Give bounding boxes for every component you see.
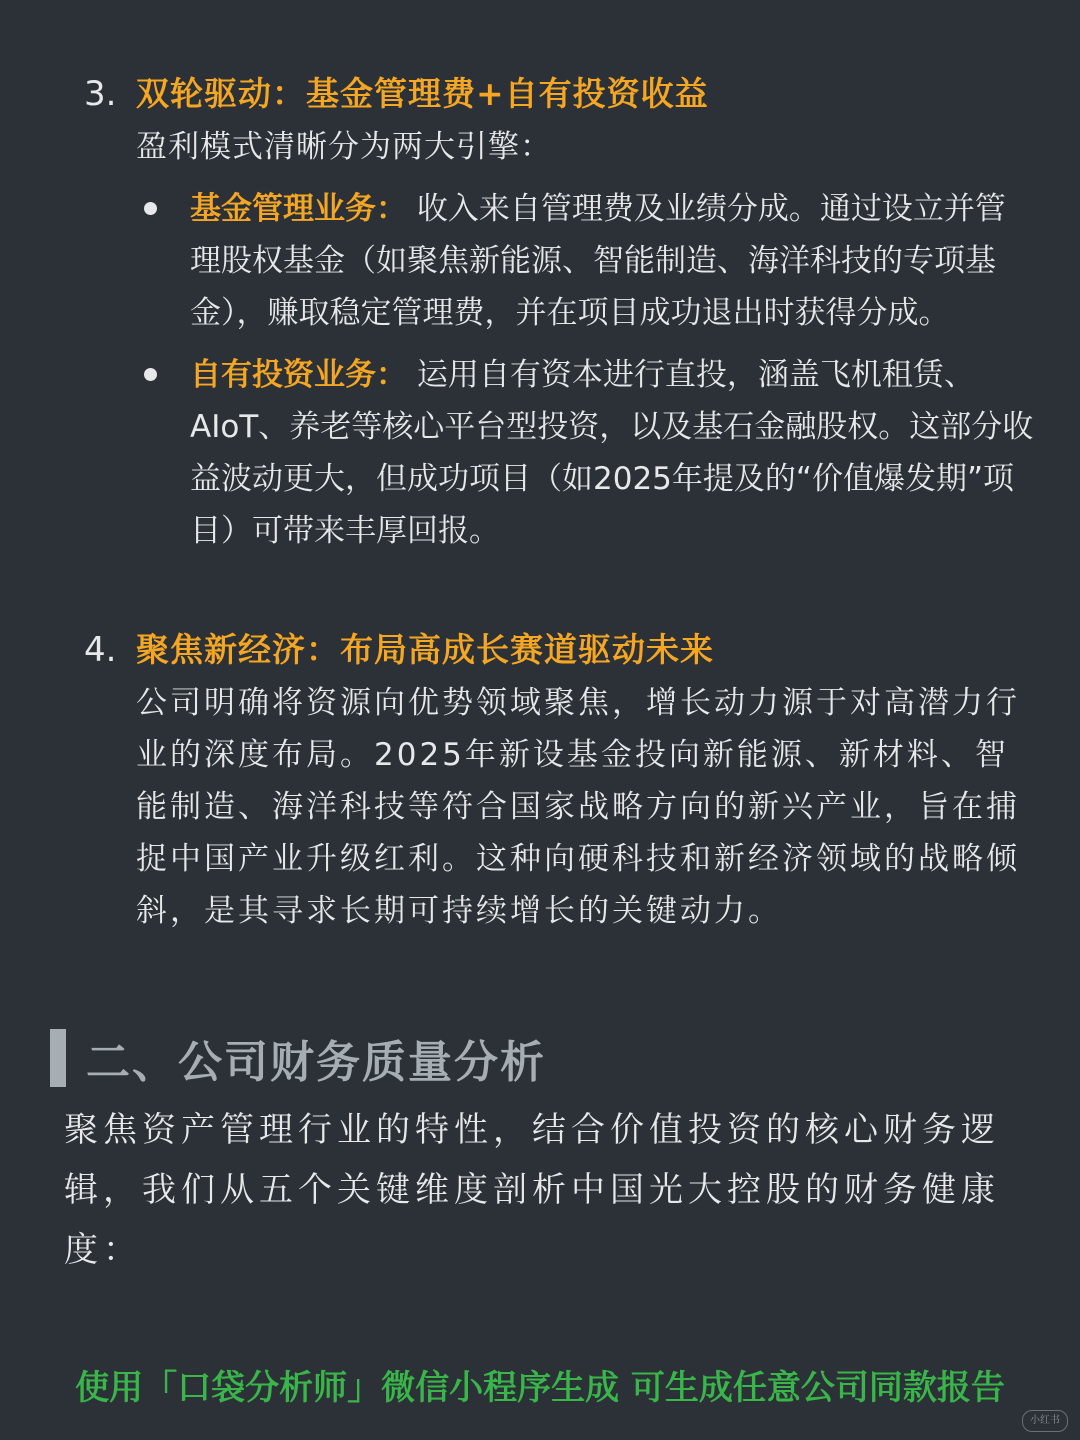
item-3-title: 双轮驱动：基金管理费+自有投资收益 (136, 74, 709, 113)
bullet-text: 收入来自管理费及业绩分成。通过设立并管理股权基金（如聚焦新能源、智能制造、海洋科技的专项基金），赚取稳定管理费，并在项目成功退出时获得分成。 (190, 191, 1006, 331)
bullet-title: 自有投资业务： (190, 357, 407, 393)
item-3-heading (84, 68, 1034, 115)
section-title: 二、公司财务质量分析 (86, 1037, 546, 1088)
item-3-intro: 盈利模式清晰分为两大引擎： (136, 129, 552, 165)
footer-promo: 使用「口袋分析师」微信小程序生成 可生成任意公司同款报告 (75, 1368, 1005, 1408)
item-4-heading (84, 624, 1034, 671)
section-intro: 聚焦资产管理行业的特性，结合价值投资的核心财务逻辑，我们从五个关键维度剖析中国光大控股的财务健康度： (64, 1110, 1000, 1270)
item-3-number: 3. (84, 74, 117, 114)
bullet-fund-management (84, 183, 1034, 339)
bullet-own-investment (84, 349, 1034, 557)
bullet-title: 基金管理业务： (190, 191, 407, 227)
section-bar-icon (50, 1029, 66, 1087)
bullet-dot-icon (144, 368, 157, 381)
section-heading (50, 1026, 546, 1090)
item-4-number: 4. (84, 630, 117, 670)
item-3-bullet-list (84, 183, 1034, 557)
bullet-dot-icon (144, 202, 157, 215)
item-4-body: 公司明确将资源向优势领域聚焦，增长动力源于对高潜力行业的深度布局。2025年新设基金投向新能源、新材料、智能制造、海洋科技等符合国家战略方向的新兴产业，旨在捕捉中国产业升级红利。这种向硬科技和新经济领域的战略倾斜，是其寻求长期可持续增长的关键动力。 (136, 685, 1020, 929)
numbered-item-3 (84, 68, 1034, 567)
watermark-logo: 小红书 (1022, 1410, 1068, 1432)
item-4-title: 聚焦新经济：布局高成长赛道驱动未来 (136, 630, 714, 669)
numbered-item-4 (84, 624, 1034, 937)
bullet-text: 运用自有资本进行直投，涵盖飞机租赁、AIoT、养老等核心平台型投资，以及基石金融股权。这部分收益波动更大，但成功项目（如2025年提及的“价值爆发期”项目）可带来丰厚回报。 (190, 357, 1034, 549)
